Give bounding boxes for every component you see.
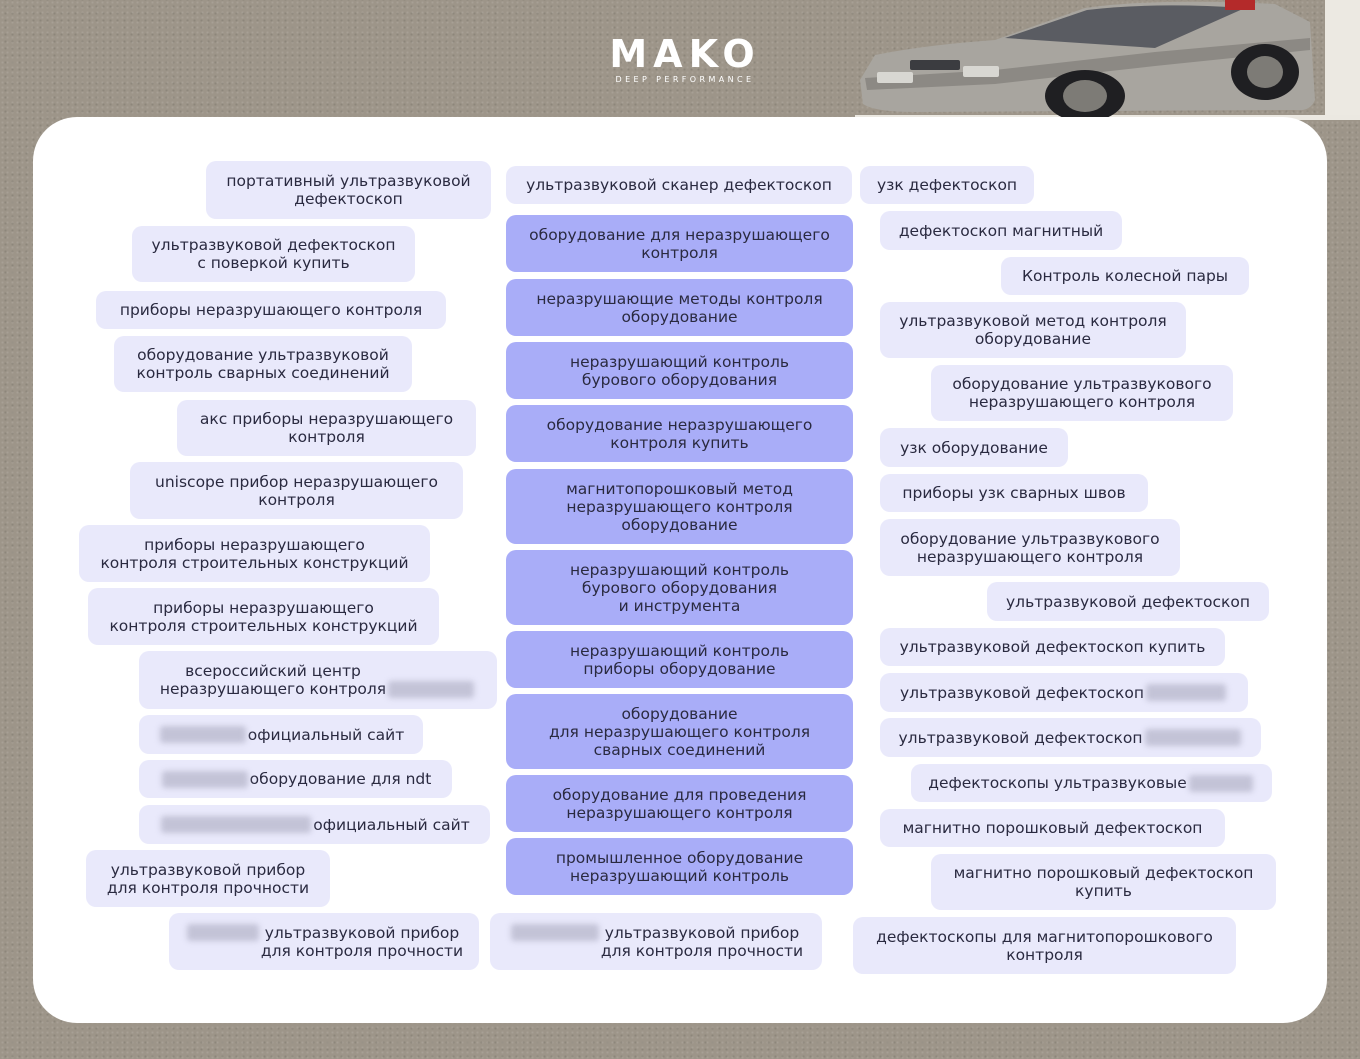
keyword-chip: оборудование ультразвукового неразрушающего контроля — [931, 365, 1233, 421]
keyword-chip-highlighted: оборудование для проведения неразрушающего контроля — [506, 775, 853, 832]
keyword-chip-highlighted: магнитопорошковый метод неразрушающего контроля оборудование — [506, 469, 853, 544]
car-illustration — [855, 0, 1360, 120]
keyword-chip-highlighted: оборудование для неразрушающего контроля сварных соединений — [506, 694, 853, 769]
keyword-chip-highlighted: неразрушающий контроль бурового оборудования — [506, 342, 853, 399]
redacted-brand — [1145, 729, 1241, 746]
keyword-chip-highlighted: оборудование для неразрушающего контроля — [506, 215, 853, 272]
logo-tagline: DEEP PERFORMANCE — [615, 75, 755, 84]
keyword-chip: ультразвуковой дефектоскоп купить — [880, 628, 1225, 666]
keyword-chip-highlighted: неразрушающий контроль приборы оборудование — [506, 631, 853, 688]
keyword-chip-redacted — [139, 715, 423, 754]
redacted-brand — [511, 924, 599, 941]
redacted-brand — [187, 924, 259, 941]
keyword-chip: ультразвуковой метод контроля оборудование — [880, 302, 1186, 358]
keyword-text: оборудование для ndt — [249, 770, 432, 788]
keyword-text: дефектоскопы ультразвуковые — [928, 774, 1187, 792]
keyword-chip-redacted — [139, 760, 452, 798]
keyword-text: официальный сайт — [247, 725, 405, 744]
keyword-chip: дефектоскоп магнитный — [880, 211, 1122, 250]
keyword-chip-redacted — [139, 805, 490, 844]
keyword-chip: портативный ультразвуковой дефектоскоп — [206, 161, 491, 219]
keyword-text: ультразвуковой прибор для контроля прочности — [600, 923, 804, 960]
keyword-chip: Контроль колесной пары — [1001, 257, 1249, 295]
keyword-chip-redacted — [880, 673, 1248, 712]
keyword-text: всероссийский центр неразрушающего контроля — [159, 662, 387, 698]
keyword-text: ультразвуковой дефектоскоп — [899, 683, 1144, 702]
keyword-chip-redacted — [169, 913, 479, 970]
keyword-chip-highlighted: промышленное оборудование неразрушающий контроль — [506, 838, 853, 895]
redacted-brand — [162, 771, 248, 788]
redacted-brand — [160, 726, 246, 743]
redacted-brand — [1189, 775, 1253, 792]
keyword-chip-redacted — [139, 651, 497, 709]
redacted-brand — [161, 816, 311, 833]
keyword-chip: магнитно порошковый дефектоскоп — [880, 809, 1225, 847]
brand-logo — [585, 34, 785, 84]
logo-text: MAKO — [609, 32, 761, 76]
keyword-chip: узк оборудование — [880, 428, 1068, 467]
keyword-chip: ультразвуковой прибор для контроля прочности — [86, 850, 330, 907]
keyword-chip: uniscope прибор неразрушающего контроля — [130, 462, 463, 519]
keyword-chip: ультразвуковой дефектоскоп — [987, 582, 1269, 621]
keyword-chip-highlighted: неразрушающий контроль бурового оборудования и инструмента — [506, 550, 853, 625]
keyword-chip: приборы неразрушающего контроля — [96, 291, 446, 329]
keyword-chip-highlighted: оборудование неразрушающего контроля купить — [506, 405, 853, 462]
keyword-chip: магнитно порошковый дефектоскоп купить — [931, 854, 1276, 910]
keyword-chip: приборы узк сварных швов — [880, 474, 1148, 512]
keyword-chip-highlighted: неразрушающие методы контроля оборудование — [506, 279, 853, 336]
keyword-chip: узк дефектоскоп — [860, 166, 1034, 204]
keyword-text: ультразвуковой дефектоскоп — [898, 728, 1143, 747]
keyword-chip: дефектоскопы для магнитопорошкового контроля — [853, 917, 1236, 974]
keyword-chip: оборудование ультразвукового неразрушающего контроля — [880, 519, 1180, 576]
redacted-brand — [388, 681, 474, 698]
redacted-brand — [1146, 684, 1226, 701]
keyword-chip-redacted — [911, 764, 1272, 802]
keyword-chip: акс приборы неразрушающего контроля — [177, 400, 476, 456]
keyword-chip-redacted — [880, 718, 1261, 757]
keyword-text: официальный сайт — [313, 815, 470, 834]
keyword-chip: ультразвуковой сканер дефектоскоп — [506, 166, 852, 204]
keyword-chip: приборы неразрушающего контроля строительных конструкций — [79, 525, 430, 582]
keyword-chip: приборы неразрушающего контроля строительных конструкций — [88, 588, 439, 645]
keyword-chip: оборудование ультразвуковой контроль сварных соединений — [114, 336, 412, 392]
keyword-chip-redacted — [490, 913, 822, 970]
keyword-text: ультразвуковой прибор для контроля прочности — [260, 923, 464, 960]
keyword-chip: ультразвуковой дефектоскоп с поверкой купить — [132, 226, 415, 282]
